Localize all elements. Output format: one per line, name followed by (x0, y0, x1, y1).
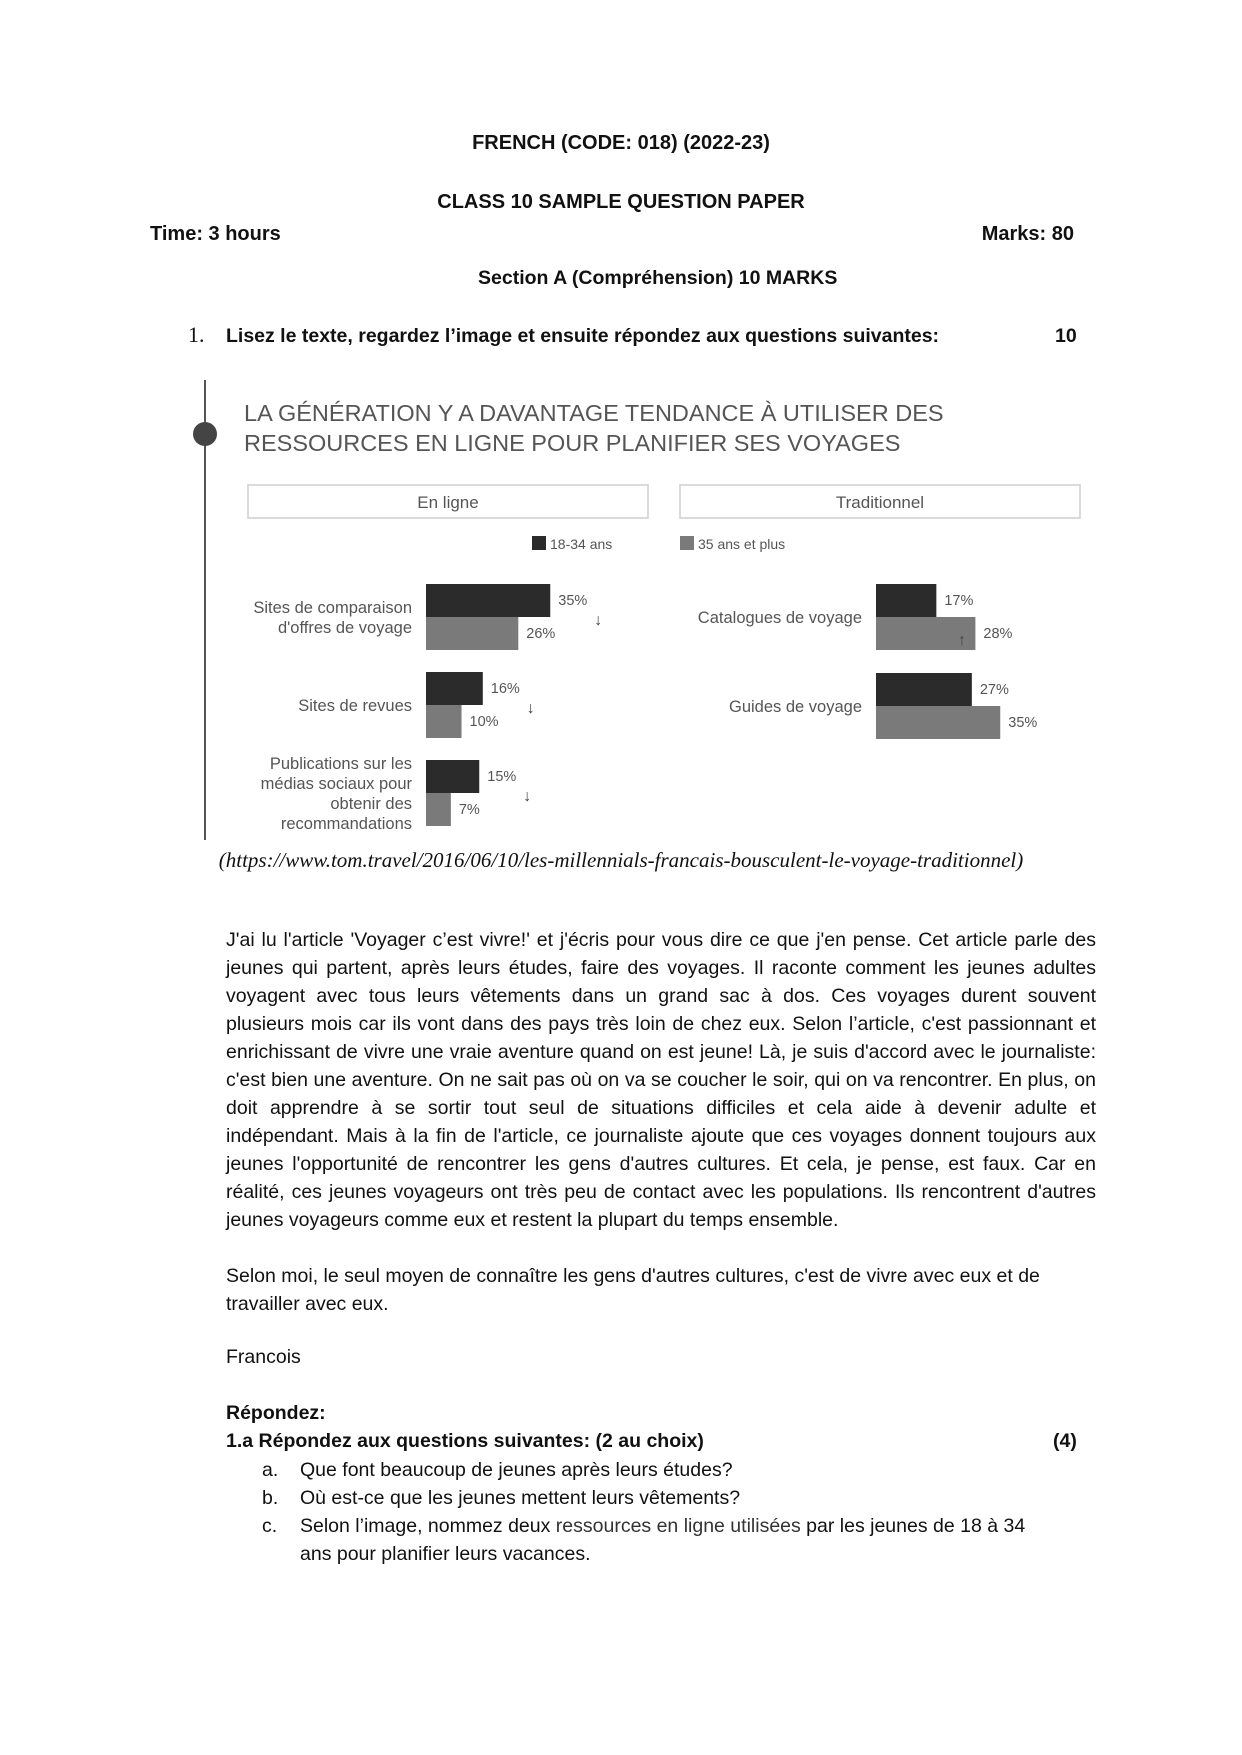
letter-signature: Francois (226, 1346, 301, 1368)
letter-paragraph-2: Selon moi, le seul moyen de connaître les gens d'autres cultures, c'est de vivre avec eux et de travailler avec eux. (226, 1265, 1040, 1315)
question-c-highlight: ressources en ligne utilisées (555, 1515, 801, 1537)
trend-arrow-down-icon: ↓ (594, 612, 603, 629)
bar-18-34 (876, 673, 972, 706)
bar-value-label: 7% (458, 802, 480, 818)
chart-source: (https://www.tom.travel/2016/06/10/les-millennials-francais-bousculent-le-voyage-traditionnel) (218, 848, 1024, 872)
question-c-letter: c. (262, 1515, 278, 1537)
category-label: Catalogues de voyage (697, 609, 862, 627)
question-b-letter: b. (262, 1487, 279, 1509)
question-instruction: Lisez le texte, regardez l’image et ensuite répondez aux questions suivantes: (226, 325, 940, 347)
category-label: obtenir des (330, 795, 412, 813)
legend-label-35-plus: 35 ans et plus (698, 536, 786, 552)
bar-chart (150, 372, 1110, 842)
trend-arrow-down-icon: ↓ (523, 788, 532, 805)
category-label: recommandations (280, 815, 412, 833)
bar-18-34 (426, 584, 550, 617)
question-a-text: Que font beaucoup de jeunes après leurs études? (300, 1459, 733, 1481)
category-label: d'offres de voyage (277, 619, 412, 637)
bar-value-label: 15% (487, 769, 517, 785)
question-c-text-before: Selon l’image, nommez deux (300, 1515, 556, 1537)
paper-title: FRENCH (CODE: 018) (2022-23) (472, 132, 770, 154)
bar-value-label: 35% (1008, 715, 1038, 731)
panel-header-online: En ligne (417, 493, 479, 512)
bar-value-label: 35% (558, 593, 588, 609)
bar-value-label: 26% (526, 626, 556, 642)
trend-arrow-down-icon: ↓ (526, 700, 535, 717)
answer-heading: Répondez: (226, 1402, 326, 1424)
question-1a-heading: 1.a Répondez aux questions suivantes: (2 au choix) (226, 1430, 704, 1452)
category-label: Guides de voyage (728, 698, 862, 716)
bar-value-label: 16% (490, 681, 520, 697)
letter-paragraph-1: J'ai lu l'article 'Voyager c’est vivre!' et j'écris pour vous dire ce que j'en pense. Cet article parle des jeunes qui partent, après leurs études, faire des voyages. Il raconte comment les jeunes adultes voyagent avec tous leurs vêtements dans un grand sac à dos. Ces voyages durent souvent plusieurs mois car ils vont dans des pays très loin de chez eux. Selon l’article, c'est passionnant et enrichissant de vivre une vraie aventure quand on est jeune! Là, je suis d'accord avec le journaliste: c'est bien une aventure. On ne sait pas où on va se coucher le soir, qui on va rencontrer. En plus, on doit apprendre à se sortir tout seul de situations difficiles et cela aide à devenir adulte et indépendant. Mais à la fin de l'article, ce journaliste ajoute que ces voyages donnent toujours aux jeunes l'opportunité de rencontrer les gens d'autres cultures. Et cela, je pense, est faux. Car en réalité, ces jeunes voyageurs ont très peu de contact avec les populations. Ils rencontrent d'autres jeunes voyageurs comme eux et restent la plupart du temps ensemble. (226, 929, 1096, 1231)
section-heading: Section A (Compréhension) 10 MARKS (478, 267, 838, 289)
chart-title-line1: LA GÉNÉRATION Y A DAVANTAGE TENDANCE À UTILISER DES (244, 400, 944, 426)
bar-35-plus (426, 705, 462, 738)
bars-group (253, 584, 1037, 833)
question-c-text-after: par les jeunes de 18 à 34 (800, 1515, 1026, 1537)
question-c-text-line2: ans pour planifier leurs vacances. (300, 1543, 591, 1565)
bar-35-plus (876, 706, 1000, 739)
legend-swatch-35-plus (680, 536, 694, 550)
category-label: Sites de revues (298, 697, 412, 715)
category-label: médias sociaux pour (260, 775, 412, 793)
legend-swatch-18-34 (532, 536, 546, 550)
chart-title-line2: RESSOURCES EN LIGNE POUR PLANIFIER SES VOYAGES (244, 430, 901, 456)
bar-35-plus (426, 617, 518, 650)
bar-value-label: 28% (983, 626, 1013, 642)
question-marks: 10 (1055, 325, 1077, 347)
bar-18-34 (426, 760, 479, 793)
question-c-text (300, 1512, 1025, 1540)
timeline-dot (193, 422, 217, 446)
question-b-text: Où est-ce que les jeunes mettent leurs vêtements? (300, 1487, 741, 1509)
bar-35-plus (426, 793, 451, 826)
paper-subtitle: CLASS 10 SAMPLE QUESTION PAPER (437, 191, 805, 213)
category-label: Sites de comparaison (253, 599, 412, 617)
category-label: Publications sur les (269, 755, 412, 773)
question-1a-marks: (4) (1053, 1430, 1077, 1452)
panel-header-traditional: Traditionnel (835, 493, 925, 512)
marks-label: Marks: 80 (981, 223, 1074, 245)
question-number: 1. (188, 322, 205, 347)
question-a-letter: a. (262, 1459, 279, 1481)
bar-value-label: 17% (944, 593, 974, 609)
trend-arrow-up-icon: ↑ (958, 632, 966, 649)
bar-18-34 (426, 672, 483, 705)
bar-value-label: 10% (469, 714, 499, 730)
bar-value-label: 27% (979, 682, 1009, 698)
legend-label-18-34: 18-34 ans (550, 536, 613, 552)
time-label: Time: 3 hours (150, 223, 281, 245)
bar-18-34 (876, 584, 936, 617)
